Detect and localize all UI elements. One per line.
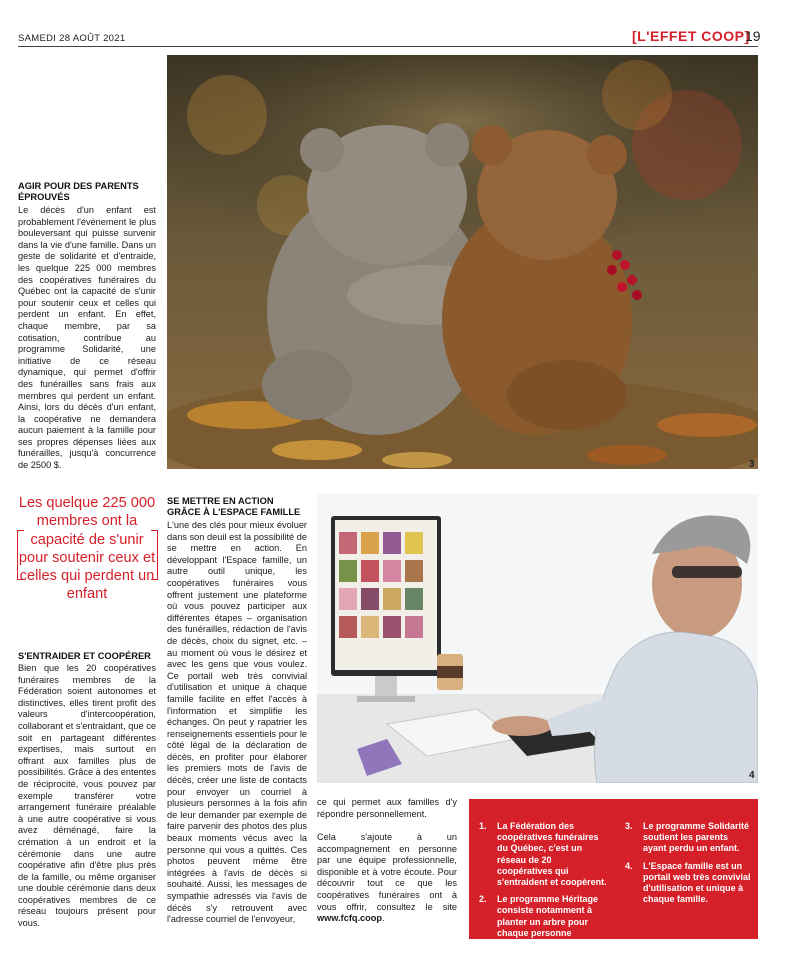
header-rule <box>18 46 758 47</box>
teddy-bears-photo <box>167 55 758 469</box>
man-computer-photo <box>317 494 758 783</box>
pull-quote-text: Les quelque 225 000 membres ont la capacité de s'unir pour soutenir ceux et celles qui perdent un enfant <box>18 495 156 603</box>
summary-box <box>469 799 758 950</box>
body-cont2-prefix: Cela s'ajoute à un accompagnement en personne par une équipe professionnelle, disponible et à votre écoute. Pour découvrir tout ce que les coopératives funéraires ont à vous offrir, consultez le site <box>317 832 457 912</box>
section-title: [L'EFFET COOP] <box>632 28 750 44</box>
body-agir: Le décès d'un enfant est probablement l'événement le plus bouleversant qui puisse survenir dans la vie d'une famille. Dans un geste de solidarité et d'entraide, les quelque 225 000 membres des coopératives funéraires du Québec ont la capacité de s'unir pour soutenir ceux et celles qui perdent un enfant. En effet, chaque membre, par sa cotisation, contribue au programme Solidarité, une initiative de ce réseau dynamique, qui permet d'offrir des funérailles sans frais aux membres qui perdent un enfant. Ainsi, lors du décès d'un enfant, la coopérative ne demandera aucun paiement à la famille pour ses propres dépenses liées aux funérailles, jusqu'à concurrence de 2500 $. <box>18 205 156 471</box>
pull-quote <box>18 494 156 604</box>
summary-column-right <box>625 821 753 911</box>
summary-item-4: 4. L'Espace famille est un portail web très convivial d'utilisation et unique à chaque famille. <box>625 860 751 905</box>
heading-espace-famille: SE METTRE EN ACTION GRÂCE À L'ESPACE FAMILLE <box>167 496 301 517</box>
body-espace-famille-cont1: ce qui permet aux familles d'y répondre personnellement. <box>317 797 457 819</box>
body-espace-famille-cont2 <box>317 832 457 925</box>
heading-entraider: S'ENTRAIDER ET COOPÉRER <box>18 651 151 661</box>
summary-item-2: 2. Le programme Héritage consiste notamment à planter un arbre pour chaque personne décédée. <box>479 894 599 950</box>
page-number: 19 <box>745 28 761 44</box>
website-link[interactable]: www.fcfq.coop <box>317 913 382 924</box>
body-cont2-suffix: . <box>382 913 385 924</box>
summary-item-1: 1. La Fédération des coopératives funéraires du Québec, c'est un réseau de 20 coopératives qui s'entraident et coopèrent. <box>479 821 607 888</box>
summary-item-3: 3. Le programme Solidarité soutient les parents ayant perdu un enfant. <box>625 821 750 854</box>
photo-number-4: 4 <box>749 770 755 781</box>
photo-number-3: 3 <box>749 459 755 470</box>
issue-date: SAMEDI 28 AOÛT 2021 <box>18 33 126 44</box>
body-entraider: Bien que les 20 coopératives funéraires membres de la Fédération soient autonomes et distinctives, elles tirent profit des valeurs d'intercoopération, collaborant et s'entraidant, que ce soit en partageant différentes expertises, mais surtout en offrant aux familles plus de possibilités. Grâce à des ententes de réciprocité, vous pouvez par exemple transférer votre arrangement funéraire préalable à une autre coopérative si vous avez déménagé, faire la crémation à un endroit et la cérémonie dans une autre coopérative afin d'être plus près de la famille, ou même organiser une double cérémonie dans deux coopératives membres de ce réseau toujours présent pour vous. <box>18 663 156 929</box>
heading-agir: AGIR POUR DES PARENTS ÉPROUVÉS <box>18 181 139 202</box>
summary-column-left <box>479 821 607 956</box>
body-espace-famille: L'une des clés pour mieux évoluer dans son deuil est la possibilité de se mettre en action. En développant l'Espace famille, un autre outil unique, les coopératives funéraires vous offrent justement une plateforme où vous pouvez participer aux différentes étapes – organisation des funérailles, rédaction de l'avis de décès, choix du signet, etc. – au moment où vous le désirez et avec les gens que vous voulez. Ce portail web très convivial d'utilisation et unique à chaque famille facilite en effet l'accès à l'information et simplifie les échanges. On peut y rapatrier les renseignements essentiels pour le côté légal de la déclaration de décès, en profiter pour élaborer les premiers mots de l'avis de décès, créer une liste de contacts pour envoyer un courriel à plusieurs personnes à la fois afin de leur demander par exemple de faire parvenir des photos des plus beaux moments vécus avec la personne qui vous a quittés. Ces photos peuvent même être intégrées à l'avis de décès si souhaité. Aussi, les messages de sympathie adressés via l'avis de décès s'y retrouvent avec l'adresse courriel de l'envoyeur, <box>167 520 307 925</box>
